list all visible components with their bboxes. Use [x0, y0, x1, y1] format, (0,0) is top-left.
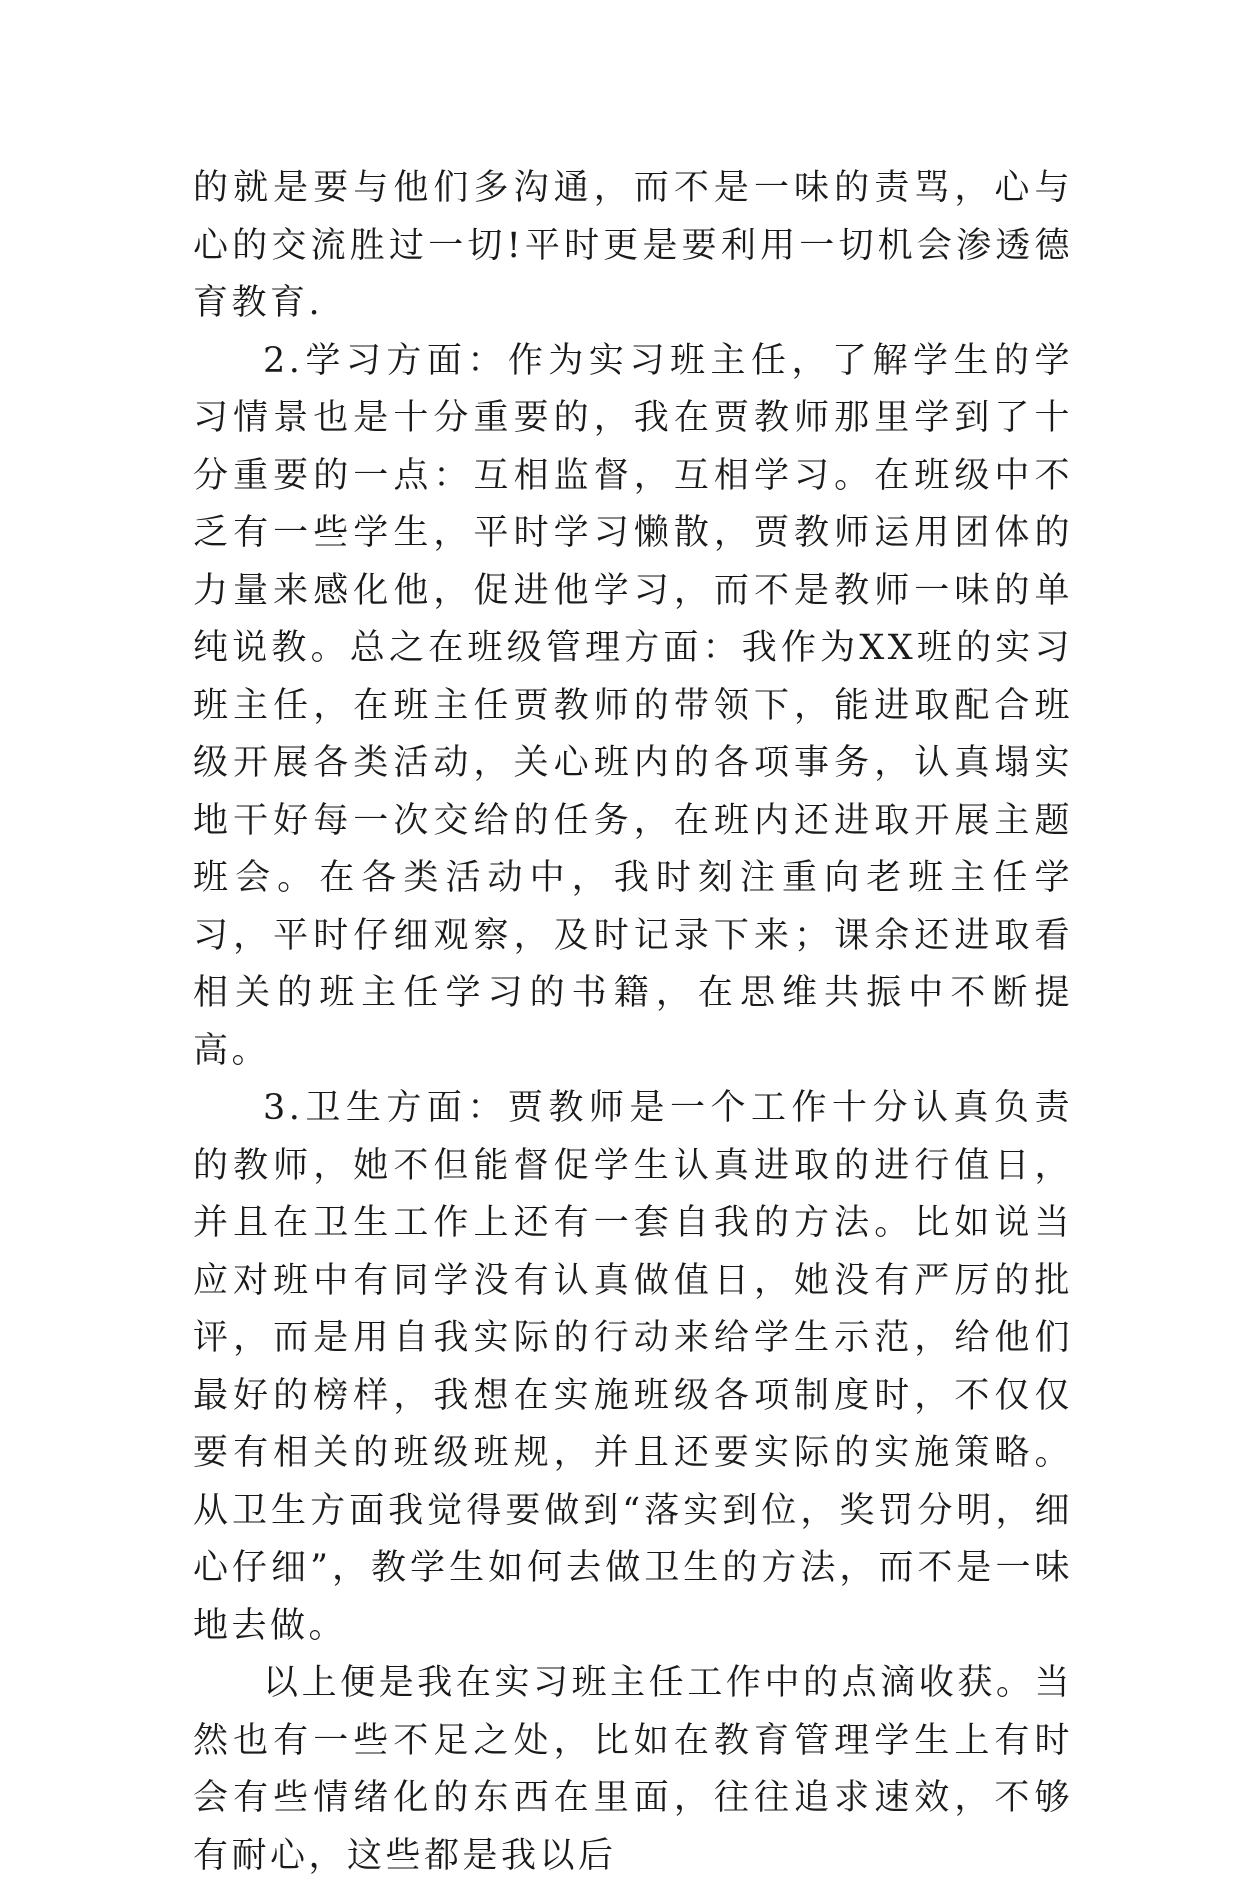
paragraph-hygiene: 3.卫生方面：贾教师是一个工作十分认真负责的教师，她不但能督促学生认真进取的进行值日，并且在卫生工作上还有一套自我的方法。比如说当应对班中有同学没有认真做值日，她没有严厉的批评，而是用自我实际的行动来给学生示范，给他们最好的榜样，我想在实施班级各项制度时，不仅仅要有相关的班级班规，并且还要实际的实施策略。从卫生方面我觉得要做到“落实到位，奖罚分明，细心仔细”，教学生如何去做卫生的方法，而不是一味地去做。 — [193, 1088, 1073, 1646]
paragraph-continuation: 的就是要与他们多沟通，而不是一味的责骂，心与心的交流胜过一切!平时更是要利用一切机会渗透德育教育. — [193, 168, 1073, 323]
paragraph-summary: 以上便是我在实习班主任工作中的点滴收获。当然也有一些不足之处，比如在教育管理学生上有时会有些情绪化的东西在里面，往往追求速效，不够有耐心，这些都是我以后 — [193, 1663, 1073, 1876]
paragraph-study: 2.学习方面：作为实习班主任，了解学生的学习情景也是十分重要的，我在贾教师那里学到了十分重要的一点：互相监督，互相学习。在班级中不乏有一些学生，平时学习懒散，贾教师运用团体的力量来感化他，促进他学习，而不是教师一味的单纯说教。总之在班级管理方面：我作为XX班的实习班主任，在班主任贾教师的带领下，能进取配合班级开展各类活动，关心班内的各项事务，认真塌实地干好每一次交给的任务，在班内还进取开展主题班会。在各类活动中，我时刻注重向老班主任学习，平时仔细观察，及时记录下来；课余还进取看相关的班主任学习的书籍，在思维共振中不断提高。 — [193, 340, 1073, 1071]
document-body — [193, 160, 1073, 1885]
